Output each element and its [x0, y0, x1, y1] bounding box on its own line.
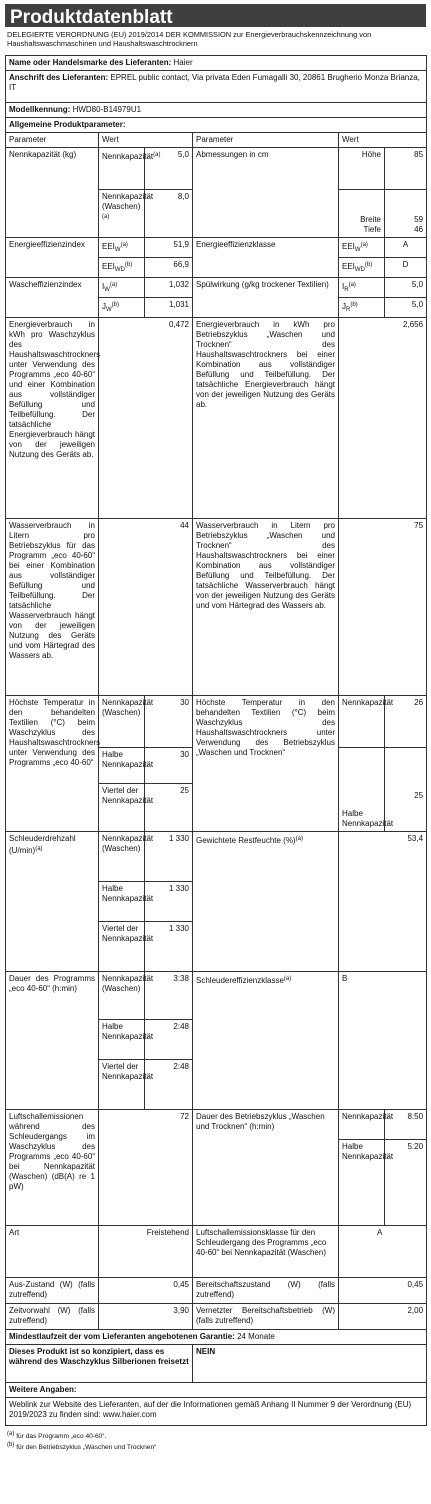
eeclass-w-value: A — [385, 238, 427, 258]
washdry-duration-half-value: 5:20 — [385, 1140, 427, 1226]
supplier-name-row: Name oder Handelsmarke des Lieferanten: Haier — [6, 56, 427, 71]
page-title: Produktdatenblatt — [5, 4, 426, 27]
water-label-2: Wasserverbrauch in Litern pro Betriebszyklus „Waschen und Trocknen“ des Haushaltswaschtrockners bei einer Kombination aus vollständiger Befüllung und Teilbefüllung. Der tatsächliche Wasserverbrauch hängt von der jeweiligen Nutzung des Geräts und vom Härtegrad des Wassers ab. — [193, 519, 339, 696]
noise-class-value: A — [339, 1226, 427, 1278]
iw-value: 1,032 — [145, 278, 193, 298]
spin-class-label: Schleudereffizienzklasse$^{(a)}$ — [193, 972, 339, 1110]
network-standby-value: 2,00 — [339, 1304, 427, 1330]
further-heading: Weitere Angaben: — [6, 1383, 427, 1398]
capacity-washdry-value: 8,0 — [145, 190, 193, 238]
model-id: HWD80-B14979U1 — [72, 105, 142, 114]
iw-label: $I_W^{(a)}$ — [99, 278, 145, 298]
duration-quarter-value: 2:48 — [145, 1060, 193, 1110]
off-value: 0,45 — [99, 1278, 193, 1304]
eeclass-w-label: $EEI_W^{(a)}$ — [339, 238, 385, 258]
restfeuchte-value: 53,4 — [339, 832, 427, 972]
model-row: Modellkennung: HWD80-B14979U1 — [6, 103, 427, 118]
duration-half-label: Halbe Nennkapazität — [99, 1020, 145, 1060]
duration-label: Dauer des Programms „eco 40-60“ (h:min) — [6, 972, 99, 1110]
noise-value: 72 — [99, 1110, 193, 1226]
product-data-sheet — [5, 4, 426, 1452]
spin-quarter-label: Viertel der Nennkapazität — [99, 922, 145, 972]
spin-full-value: 1 330 — [145, 832, 193, 882]
noise-label: Luftschallemissionen während des Schleudergangs im Waschzyklus des Programms „eco 40-60“ bei Nennkapazität (Waschen) (dB(A) re 1 pW) — [6, 1110, 99, 1226]
washdry-duration-full-label: Nennkapazität — [339, 1110, 385, 1140]
standby-label: Bereitschaftszustand (W) (falls zutreffend) — [193, 1278, 339, 1304]
temp-label-2: Höchste Temperatur in den behandelten Textilien (°C) beim Waschzyklus des Haushaltswaschtrockners unter Verwendung des Betriebszyklus „Waschen und Trocknen“ — [193, 696, 339, 832]
spin-class-value: B — [339, 972, 427, 1110]
temp-quarter-label: Viertel der Nennkapazität — [99, 784, 145, 832]
dimensions-label: Abmessungen in cm — [193, 148, 339, 238]
eeiwd-value: 66,9 — [145, 258, 193, 278]
water-value-2: 75 — [339, 519, 427, 696]
footnotes — [5, 1430, 426, 1452]
off-label: Aus-Zustand (W) (falls zutreffend) — [6, 1278, 99, 1304]
width-depth-labels: Breite Tiefe — [339, 190, 385, 238]
supplier-address-row: Anschrift des Lieferanten: EPREL public contact, Via privata Eden Fumagalli 30, 20861 Brugherio Monza Brianza, IT — [6, 71, 427, 103]
eeiw-value: 51,9 — [145, 238, 193, 258]
duration-half-value: 2:48 — [145, 1020, 193, 1060]
ir-label: $I_R^{(a)}$ — [339, 278, 385, 298]
water-label: Wasserverbrauch in Litern pro Betriebszyklus für das Programm „eco 40-60“ bei einer Kombination aus vollständiger Befüllung und Teilbefüllung. Der tatsächliche Wasserverbrauch hängt von der jeweiligen Nutzung des Geräts und vom Härtegrad des Wassers ab. — [6, 519, 99, 696]
standby-value: 0,45 — [339, 1278, 427, 1304]
temp-full-value-2: 26 — [385, 696, 427, 748]
temp-full-label: Nennkapazität (Waschen) — [99, 696, 145, 748]
restfeuchte-label: Gewichtete Restfeuchte (%)$^{(a)}$ — [193, 832, 339, 972]
wash-index-label: Wascheffizienzindex — [6, 278, 99, 318]
capacity-wash-value: 5,0 — [145, 148, 193, 190]
capacity-label: Nennkapazität (kg) — [6, 148, 99, 238]
col-header-param-2: Parameter — [193, 133, 339, 148]
height-label: Höhe — [339, 148, 385, 190]
eeclass-label: Energieeffizienzklasse — [193, 238, 339, 278]
temp-half-value-2: 25 — [385, 748, 427, 832]
capacity-wash-label: Nennkapazität$^{(a)}$ — [99, 148, 145, 190]
temp-full-value: 30 — [145, 696, 193, 748]
silver-label: Dieses Produkt ist so konzipiert, dass es während des Waschzyklus Silberionen freisetzt — [6, 1345, 193, 1383]
energy-value: 0,472 — [99, 318, 193, 519]
supplier-address: EPREL public contact, Via privata Eden Fumagalli 30, 20861 Brugherio Monza Brianza, IT — [9, 73, 420, 92]
spin-full-label: Nennkapazität (Waschen) — [99, 832, 145, 882]
washdry-duration-label: Dauer des Betriebszyklus „Waschen und Trocknen“ (h:min) — [193, 1110, 339, 1226]
spin-quarter-value: 1 330 — [145, 922, 193, 972]
delay-value: 3,90 — [99, 1304, 193, 1330]
energy-label: Energieverbrauch in kWh pro Waschzyklus des Haushaltswaschtrockners unter Verwendung des Programms „eco 40-60“ und einer Kombination aus vollständiger Befüllung und Teilbefüllung. Der tatsächliche Energieverbrauch hängt von der jeweiligen Nutzung des Geräts ab. — [6, 318, 99, 519]
col-header-value: Wert — [99, 133, 193, 148]
water-value: 44 — [99, 519, 193, 696]
eeiw-label: $EEI_W^{(a)}$ — [99, 238, 145, 258]
temp-full-label-2: Nennkapazität — [339, 696, 385, 748]
guarantee-value: 24 Monate — [237, 1332, 275, 1341]
jr-value: 5,0 — [385, 298, 427, 318]
capacity-washdry-label: Nennkapazität (Waschen)$^{(a)}$ — [99, 190, 145, 238]
type-label: Art — [6, 1226, 99, 1278]
temp-half-value: 30 — [145, 748, 193, 784]
temp-label: Höchste Temperatur in den behandelten Textilien (°C) beim Waschzyklus des Haushaltswaschtrockners unter Verwendung des Programms „eco 40-60“ — [6, 696, 99, 832]
eeclass-wd-value: D — [385, 258, 427, 278]
temp-half-label: Halbe Nennkapazität — [99, 748, 145, 784]
eeclass-wd-label: $EEI_{WD}^{(b)}$ — [339, 258, 385, 278]
energy-value-2: 2,656 — [339, 318, 427, 519]
temp-half-label-2: Halbe Nennkapazität — [339, 748, 385, 832]
general-heading: Allgemeine Produktparameter: — [6, 118, 427, 133]
eeiwd-label: $EEI_{WD}^{(b)}$ — [99, 258, 145, 278]
temp-quarter-value: 25 — [145, 784, 193, 832]
data-sheet-table — [5, 55, 427, 1426]
delay-label: Zeitvorwahl (W) (falls zutreffend) — [6, 1304, 99, 1330]
jw-value: 1,031 — [145, 298, 193, 318]
height-value: 85 — [385, 148, 427, 190]
regulation-subtitle: DELEGIERTE VERORDNUNG (EU) 2019/2014 DER KOMMISSION zur Energieverbrauchskennzeichnung von Haushaltswaschmaschinen und Haushaltswaschtrocknern — [7, 30, 372, 48]
energy-label-2: Energieverbrauch in kWh pro Betriebszyklus „Waschen und Trocknen“ des Haushaltswaschtrockners bei einer Kombination aus vollständiger Befüllung und Teilbefüllung. Der tatsächliche Energieverbrauch hängt von der jeweiligen Nutzung des Geräts ab. — [193, 318, 339, 519]
col-header-param: Parameter — [6, 133, 99, 148]
width-depth-values: 59 46 — [385, 190, 427, 238]
eei-label: Energieeffizienzindex — [6, 238, 99, 278]
ir-value: 5,0 — [385, 278, 427, 298]
noise-class-label: Luftschallemissionsklasse für den Schleudergang des Programms „eco 40-60“ bei Nennkapazität (Waschen) — [193, 1226, 339, 1278]
spin-half-value: 1 330 — [145, 882, 193, 922]
type-value: Freistehend — [99, 1226, 193, 1278]
spin-half-label: Halbe Nennkapazität — [99, 882, 145, 922]
col-header-value-2: Wert — [339, 133, 427, 148]
silver-value: NEIN — [193, 1345, 427, 1383]
washdry-duration-full-value: 8:50 — [385, 1110, 427, 1140]
rinse-label: Spülwirkung (g/kg trockener Textilien) — [193, 278, 339, 318]
jw-label: $J_W^{(b)}$ — [99, 298, 145, 318]
duration-full-label: Nennkapazität (Waschen) — [99, 972, 145, 1020]
guarantee-row: Mindestlaufzeit der vom Lieferanten angebotenen Garantie: 24 Monate — [6, 1330, 427, 1345]
footnote-b: (b) für den Betriebszyklus „Waschen und Trocknen“ — [7, 1442, 157, 1451]
duration-quarter-label: Viertel der Nennkapazität — [99, 1060, 145, 1110]
supplier-name: Haier — [173, 58, 193, 67]
footnote-a: (a) für das Programm „eco 40-60“. — [7, 1431, 107, 1440]
network-standby-label: Vernetzter Bereitschaftsbetrieb (W) (falls zutreffend) — [193, 1304, 339, 1330]
spin-label: Schleuderdrehzahl $(U/\min)^{(a)}$ — [6, 832, 99, 972]
jr-label: $J_R^{(b)}$ — [339, 298, 385, 318]
washdry-duration-half-label: Halbe Nennkapazität — [339, 1140, 385, 1226]
duration-full-value: 3:38 — [145, 972, 193, 1020]
weblink: Weblink zur Website des Lieferanten, auf der die Informationen gemäß Anhang II Nummer 9 der Verordnung (EU) 2019/2023 zu finden sind: www.haier.com — [6, 1398, 427, 1426]
